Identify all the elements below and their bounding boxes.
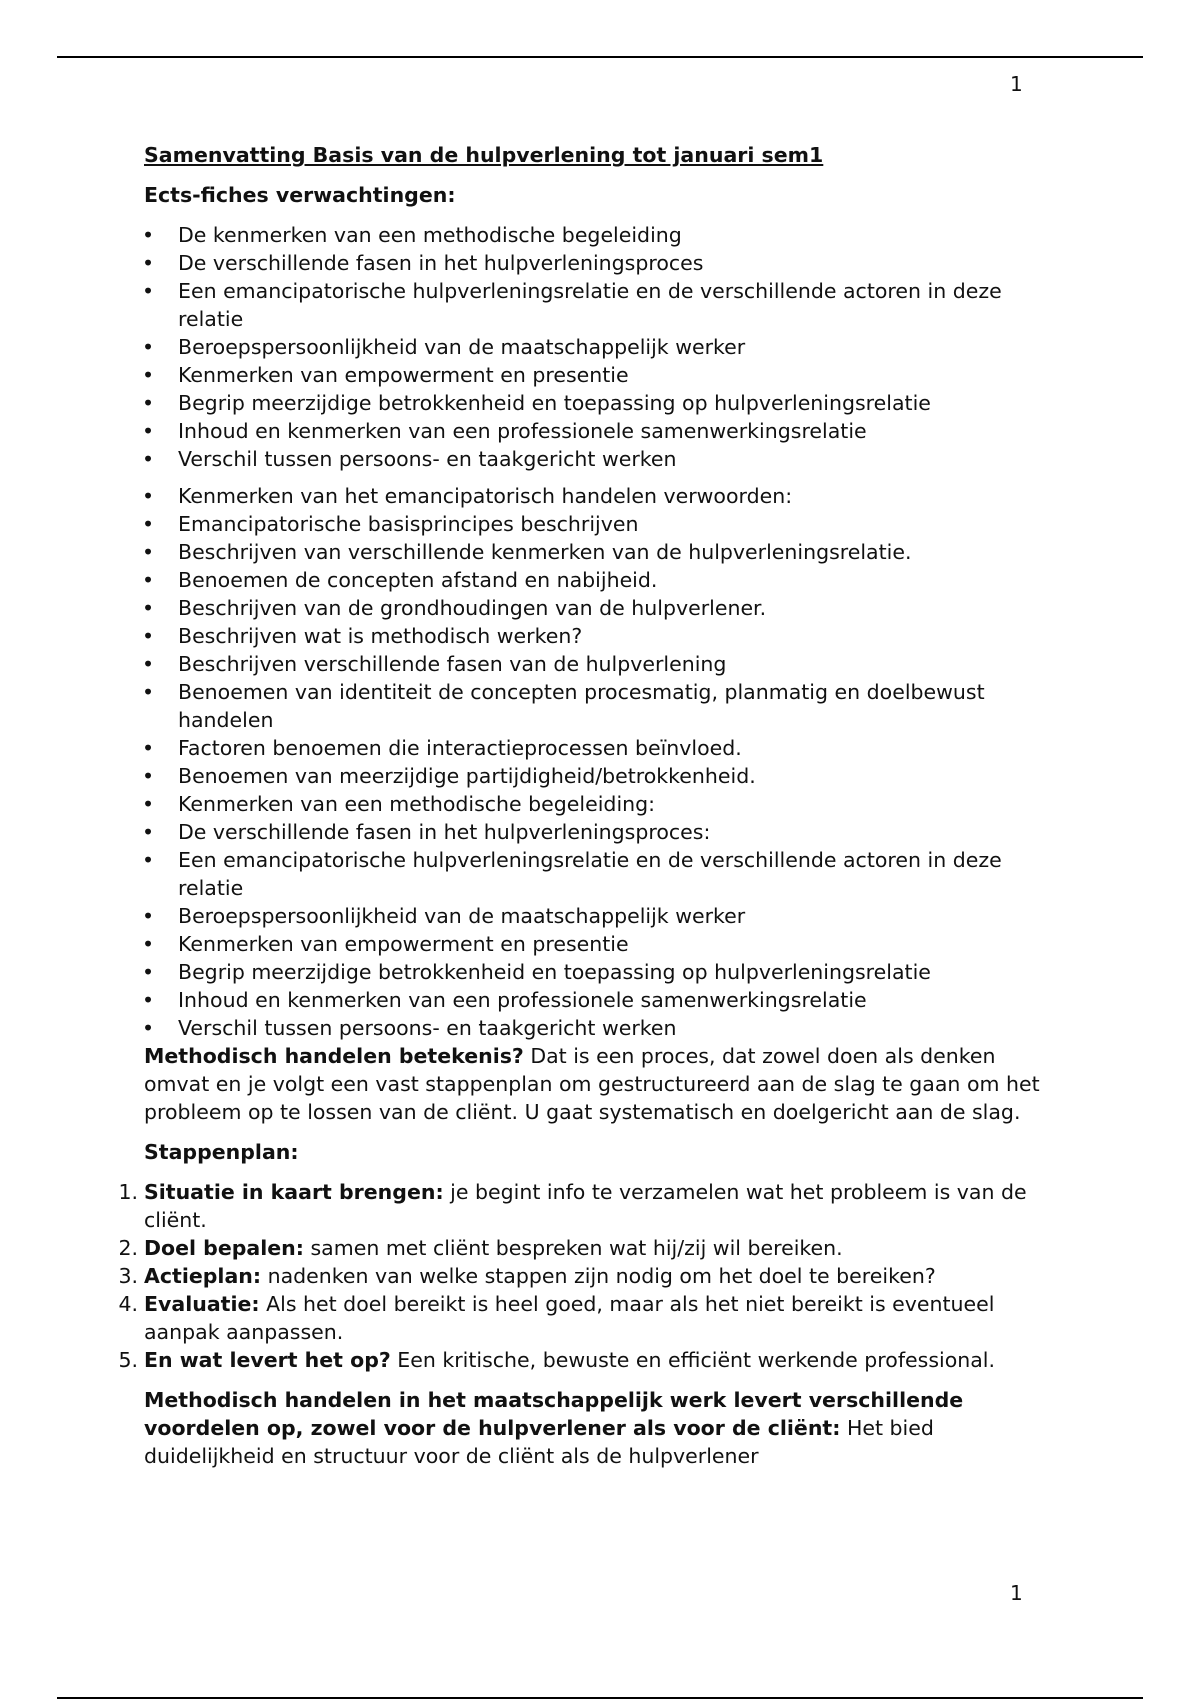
document-body: [118, 141, 1044, 1470]
bullet-icon: •: [141, 932, 155, 956]
closing-label: Methodisch handelen in het maatschappelijk werk levert verschillende voordelen op, zowel voor de hulpverlener als voor de cliënt:: [144, 1388, 964, 1440]
step-number: 2.: [118, 1236, 138, 1260]
list-item: [141, 277, 1044, 333]
list-item-text: Beroepspersoonlijkheid van de maatschappelijk werker: [178, 335, 746, 359]
step-text: Als het doel bereikt is heel goed, maar als het niet bereikt is eventueel aanpak aanpassen.: [144, 1292, 995, 1344]
step-text: Een kritische, bewuste en efficiënt werkende professional.: [390, 1348, 996, 1372]
list-item-text: Verschil tussen persoons- en taakgericht werken: [178, 447, 677, 471]
list-item-text: Beschrijven van verschillende kenmerken van de hulpverleningsrelatie.: [178, 540, 912, 564]
list-item: [141, 389, 1044, 417]
list-item: [141, 986, 1044, 1014]
step-item: [118, 1290, 1044, 1346]
list-item-text: Een emancipatorische hulpverleningsrelatie en de verschillende actoren in deze relatie: [178, 279, 1002, 331]
page-number-bottom: 1: [1010, 1581, 1023, 1605]
list-item-text: Benoemen de concepten afstand en nabijheid.: [178, 568, 658, 592]
list-item: [141, 482, 1044, 510]
list-item: [141, 566, 1044, 594]
step-number: 5.: [118, 1348, 138, 1372]
steps-heading: Stappenplan:: [144, 1140, 299, 1164]
list-item: [141, 818, 1044, 846]
list-item-text: Begrip meerzijdige betrokkenheid en toepassing op hulpverleningsrelatie: [178, 960, 931, 984]
bullet-icon: •: [141, 736, 155, 760]
step-text: nadenken van welke stappen zijn nodig om het doel te bereiken?: [261, 1264, 936, 1288]
bullet-icon: •: [141, 251, 155, 275]
bullet-icon: •: [141, 512, 155, 536]
list-item-text: Benoemen van identiteit de concepten procesmatig, planmatig en doelbewust handelen: [178, 680, 985, 732]
list-item-text: Een emancipatorische hulpverleningsrelatie en de verschillende actoren in deze relatie: [178, 848, 1002, 900]
list-item: [141, 622, 1044, 650]
step-label: Doel bepalen:: [144, 1236, 304, 1260]
list-item: [141, 594, 1044, 622]
bullet-icon: •: [141, 848, 155, 872]
bullet-icon: •: [141, 596, 155, 620]
bullet-icon: •: [141, 223, 155, 247]
list-item: [141, 930, 1044, 958]
list-item-text: Kenmerken van het emancipatorisch handelen verwoorden:: [178, 484, 793, 508]
expectations-list-1: [141, 221, 1044, 473]
step-label: Actieplan:: [144, 1264, 262, 1288]
step-item: [118, 1346, 1044, 1374]
expectations-list-2: [141, 482, 1044, 1042]
list-item: [141, 333, 1044, 361]
list-item: [141, 1014, 1044, 1042]
bullet-icon: •: [141, 391, 155, 415]
ects-heading: Ects-fiches verwachtingen:: [144, 183, 456, 207]
list-item-text: Inhoud en kenmerken van een professionele samenwerkingsrelatie: [178, 988, 867, 1012]
methodisch-text: Dat is een proces, dat zowel doen als denken omvat en je volgt een vast stappenplan om gestructureerd aan de slag te gaan om het probleem op te lossen van de cliënt. U gaat systematisch en doelgericht aan de slag.: [144, 1044, 1040, 1124]
list-item: [141, 958, 1044, 986]
bullet-icon: •: [141, 988, 155, 1012]
step-label: En wat levert het op?: [144, 1348, 391, 1372]
bullet-icon: •: [141, 652, 155, 676]
list-item: [141, 902, 1044, 930]
list-item-text: Beschrijven wat is methodisch werken?: [178, 624, 583, 648]
list-item: [141, 249, 1044, 277]
list-item-text: Emancipatorische basisprincipes beschrijven: [178, 512, 639, 536]
bullet-icon: •: [141, 363, 155, 387]
list-item: [141, 221, 1044, 249]
bullet-icon: •: [141, 335, 155, 359]
list-item-text: Factoren benoemen die interactieprocessen beïnvloed.: [178, 736, 742, 760]
list-item-text: Kenmerken van een methodische begeleiding:: [178, 792, 656, 816]
list-item: [141, 510, 1044, 538]
bullet-icon: •: [141, 792, 155, 816]
bullet-icon: •: [141, 904, 155, 928]
list-item-text: Beschrijven van de grondhoudingen van de hulpverlener.: [178, 596, 767, 620]
bullet-icon: •: [141, 279, 155, 303]
step-label: Situatie in kaart brengen:: [144, 1180, 444, 1204]
step-item: [118, 1234, 1044, 1262]
page-number-top: 1: [1010, 72, 1023, 96]
bullet-icon: •: [141, 447, 155, 471]
list-item: [141, 790, 1044, 818]
list-item: [141, 538, 1044, 566]
list-item: [141, 762, 1044, 790]
list-item-text: Inhoud en kenmerken van een professionele samenwerkingsrelatie: [178, 419, 867, 443]
list-item: [141, 846, 1044, 902]
list-item-text: De kenmerken van een methodische begeleiding: [178, 223, 682, 247]
closing-paragraph: [144, 1386, 1044, 1470]
document-title: Samenvatting Basis van de hulpverlening tot januari sem1: [144, 143, 824, 167]
list-item-text: Begrip meerzijdige betrokkenheid en toepassing op hulpverleningsrelatie: [178, 391, 931, 415]
step-text: je begint info te verzamelen wat het probleem is van de cliënt.: [144, 1180, 1027, 1232]
list-item-text: Verschil tussen persoons- en taakgericht werken: [178, 1016, 677, 1040]
list-item-text: De verschillende fasen in het hulpverleningsproces:: [178, 820, 711, 844]
methodisch-paragraph: [144, 1042, 1044, 1126]
page-bottom-rule: [57, 1697, 1143, 1699]
bullet-icon: •: [141, 960, 155, 984]
step-item: [118, 1178, 1044, 1234]
list-item: [141, 650, 1044, 678]
bullet-icon: •: [141, 484, 155, 508]
list-item-text: Benoemen van meerzijdige partijdigheid/betrokkenheid.: [178, 764, 756, 788]
list-item-text: Beroepspersoonlijkheid van de maatschappelijk werker: [178, 904, 746, 928]
closing-text: Het bied duidelijkheid en structuur voor de cliënt als de hulpverlener: [144, 1416, 934, 1468]
step-number: 4.: [118, 1292, 138, 1316]
list-item-text: De verschillende fasen in het hulpverleningsproces: [178, 251, 704, 275]
steps-list: [118, 1178, 1044, 1374]
bullet-icon: •: [141, 764, 155, 788]
list-item: [141, 361, 1044, 389]
list-item: [141, 445, 1044, 473]
step-item: [118, 1262, 1044, 1290]
step-number: 1.: [118, 1180, 138, 1204]
step-text: samen met cliënt bespreken wat hij/zij wil bereiken.: [303, 1236, 843, 1260]
step-number: 3.: [118, 1264, 138, 1288]
list-item: [141, 678, 1044, 734]
list-item: [141, 734, 1044, 762]
bullet-icon: •: [141, 820, 155, 844]
list-item: [141, 417, 1044, 445]
list-item-text: Kenmerken van empowerment en presentie: [178, 363, 629, 387]
bullet-icon: •: [141, 1016, 155, 1040]
bullet-icon: •: [141, 680, 155, 704]
list-item-text: Beschrijven verschillende fasen van de hulpverlening: [178, 652, 727, 676]
list-item-text: Kenmerken van empowerment en presentie: [178, 932, 629, 956]
bullet-icon: •: [141, 568, 155, 592]
bullet-icon: •: [141, 624, 155, 648]
bullet-icon: •: [141, 419, 155, 443]
methodisch-label: Methodisch handelen betekenis?: [144, 1044, 524, 1068]
bullet-icon: •: [141, 540, 155, 564]
page-top-rule: [57, 56, 1143, 58]
step-label: Evaluatie:: [144, 1292, 260, 1316]
